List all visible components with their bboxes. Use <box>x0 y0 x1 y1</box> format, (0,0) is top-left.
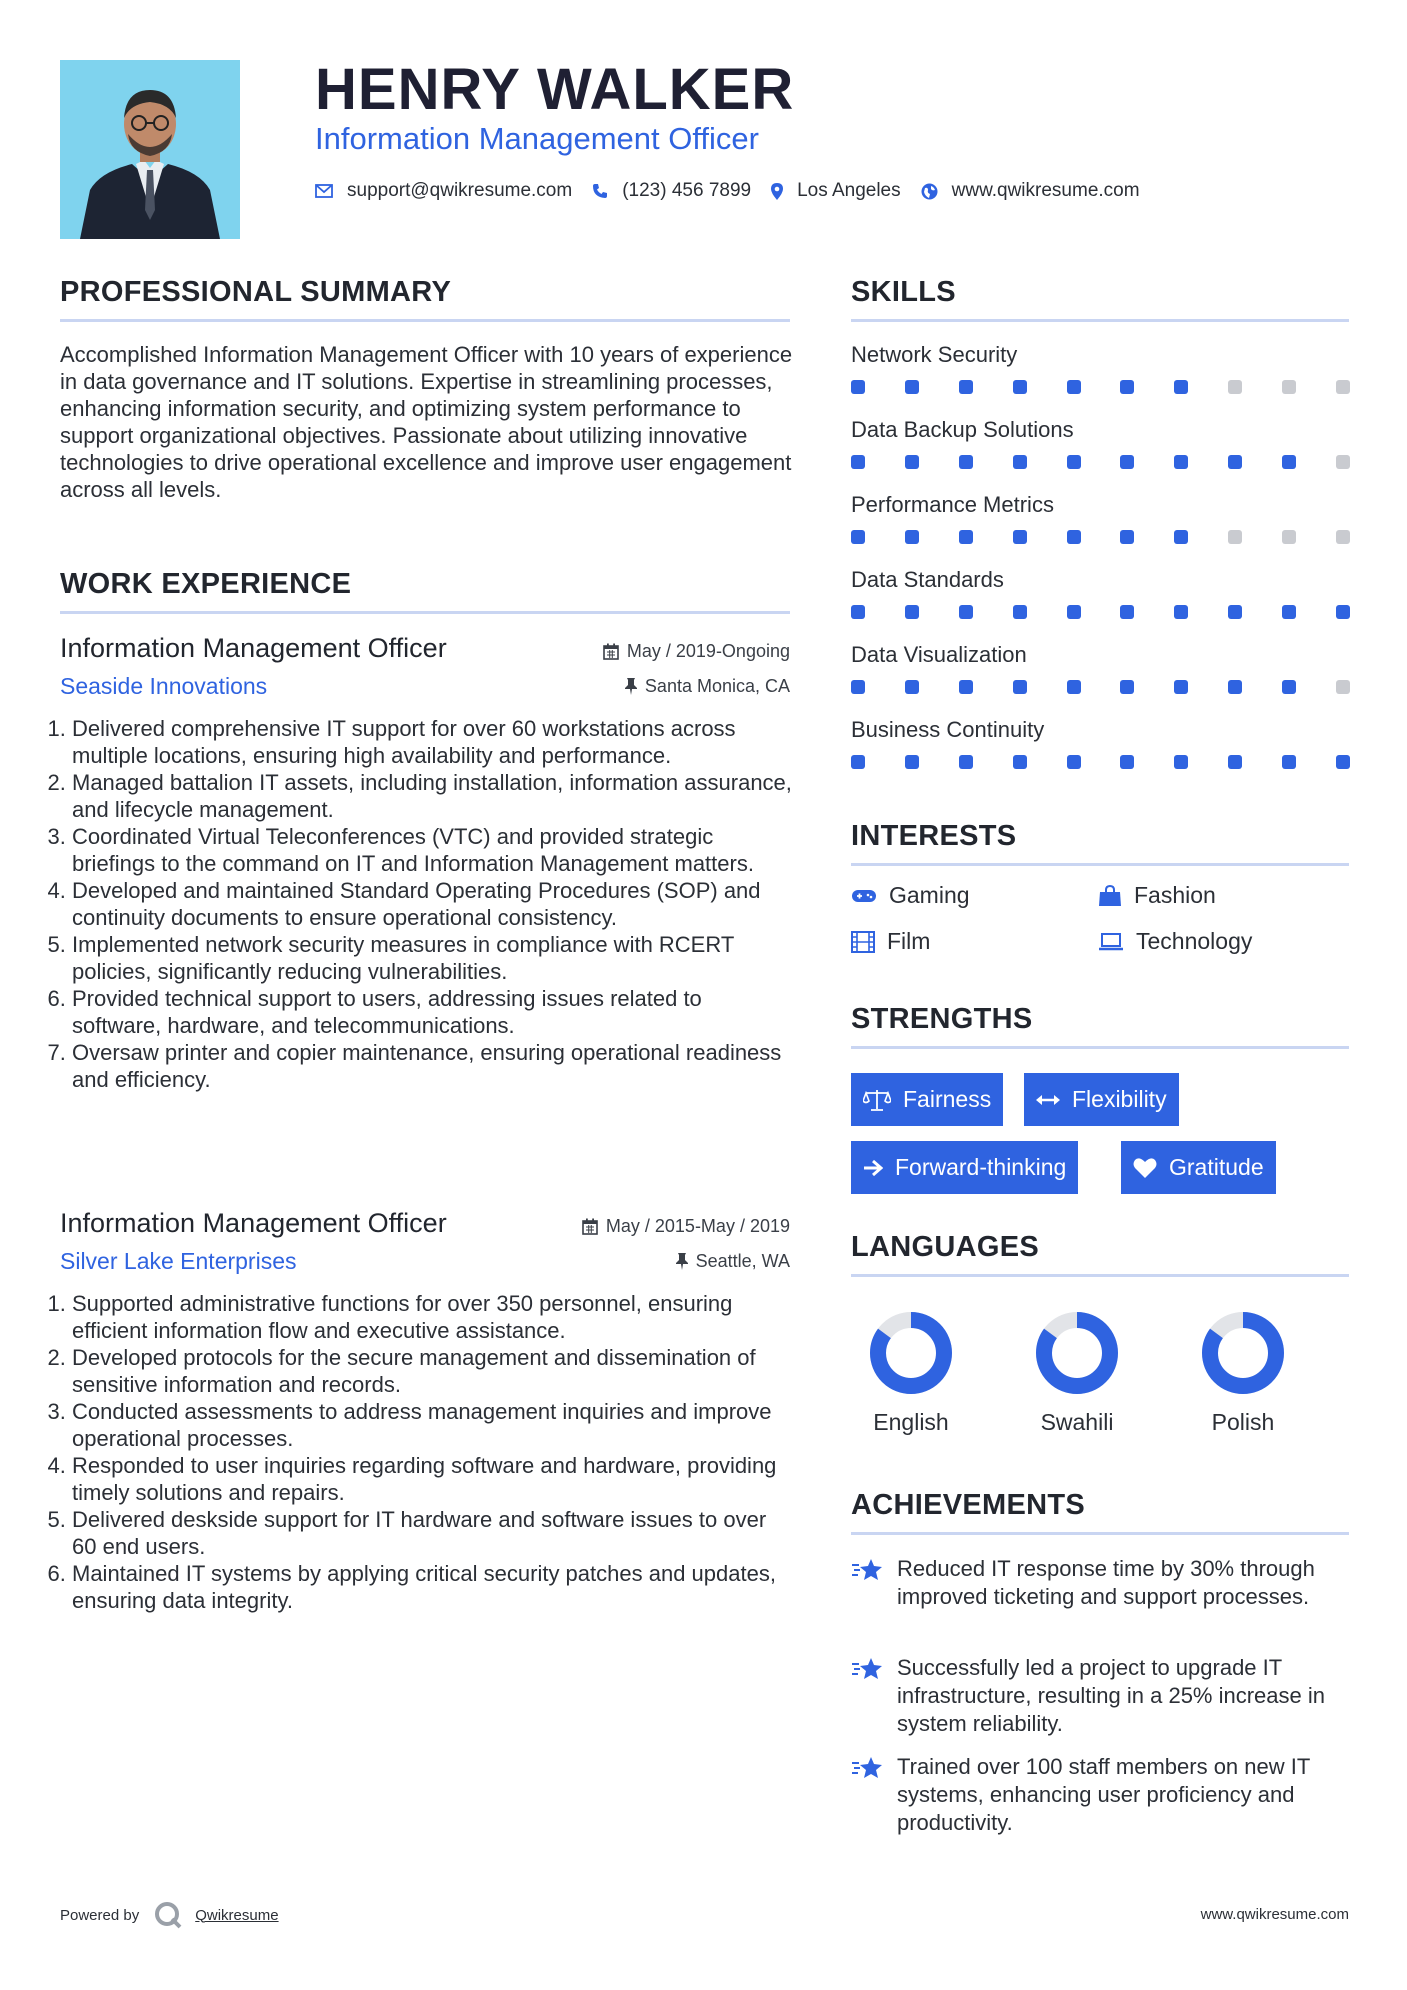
language-item <box>1183 1308 1303 1436</box>
shooting-star-icon <box>851 1557 885 1583</box>
skill-dot-filled <box>905 680 919 694</box>
website-text: www.qwikresume.com <box>951 180 1140 201</box>
skill-dot-filled <box>1013 530 1027 544</box>
skill-dot-filled <box>1120 605 1134 619</box>
language-name: English <box>873 1409 949 1435</box>
interest-item <box>1098 928 1252 955</box>
skill-dot-filled <box>1067 755 1081 769</box>
skill-dot-filled <box>1120 380 1134 394</box>
achievement-text: Trained over 100 staff members on new IT systems, enhancing user proficiency and productivity. <box>897 1754 1310 1835</box>
skill-dot-filled <box>1120 680 1134 694</box>
profile-photo <box>60 60 240 239</box>
skill-dot-filled <box>1013 755 1027 769</box>
achievement-text: Successfully led a project to upgrade IT infrastructure, resulting in a 25% increase in system reliability. <box>897 1655 1325 1736</box>
skill-dot-filled <box>1228 680 1242 694</box>
skill-dot-filled <box>1067 455 1081 469</box>
skill-item <box>851 567 1350 619</box>
language-donut <box>851 1308 971 1398</box>
skill-dot-empty <box>1282 530 1296 544</box>
achievement-text: Reduced IT response time by 30% through improved ticketing and support processes. <box>897 1556 1315 1609</box>
strength-label: Gratitude <box>1169 1154 1264 1180</box>
contact-phone[interactable] <box>592 180 751 202</box>
achievement-item <box>851 1654 1349 1738</box>
skill-dot-filled <box>1282 455 1296 469</box>
language-donut <box>1017 1308 1137 1398</box>
skill-dot-filled <box>1174 605 1188 619</box>
skill-rating <box>851 380 1350 394</box>
shooting-star-icon <box>851 1755 885 1781</box>
skill-dot-empty <box>1228 530 1242 544</box>
interest-item <box>1098 882 1216 909</box>
gamepad-icon <box>851 888 877 904</box>
skill-dot-filled <box>959 455 973 469</box>
job-1-location <box>625 676 790 697</box>
phone-text: (123) 456 7899 <box>622 180 752 201</box>
skill-name: Network Security <box>851 342 1018 367</box>
candidate-name: HENRY WALKER <box>315 57 795 122</box>
film-icon <box>851 931 875 953</box>
envelope-icon <box>315 184 333 198</box>
skill-dot-filled <box>1336 605 1350 619</box>
skills-rule <box>851 319 1349 322</box>
skill-dot-empty <box>1336 530 1350 544</box>
skill-dot-filled <box>851 455 865 469</box>
person-portrait-icon <box>60 60 240 239</box>
calendar-icon <box>582 1218 598 1235</box>
skill-item <box>851 642 1350 694</box>
skill-dot-empty <box>1228 380 1242 394</box>
skill-dot-filled <box>851 380 865 394</box>
language-donut <box>1183 1308 1303 1398</box>
strengths-rule <box>851 1046 1349 1049</box>
interest-label: Film <box>887 928 931 954</box>
skill-dot-filled <box>1067 380 1081 394</box>
languages-title: LANGUAGES <box>851 1231 1039 1263</box>
strengths-title: STRENGTHS <box>851 1003 1033 1035</box>
contact-row <box>315 176 1160 206</box>
laptop-icon <box>1098 932 1124 952</box>
contact-website[interactable] <box>921 180 1140 202</box>
job-1-bullet: 3. Coordinated Virtual Teleconferences (VTC) and provided strategic briefings to the command on IT and Information Management matters. <box>72 823 794 877</box>
email-text: support@qwikresume.com <box>347 180 573 201</box>
summary-title: PROFESSIONAL SUMMARY <box>60 276 452 308</box>
job-2-dates <box>582 1216 790 1237</box>
skill-rating <box>851 680 1350 694</box>
job-2-bullet: 3. Conducted assessments to address management inquiries and improve operational processes. <box>72 1398 794 1452</box>
skills-title: SKILLS <box>851 276 956 308</box>
language-item <box>1017 1308 1137 1436</box>
skill-dot-filled <box>1120 755 1134 769</box>
powered-by-text: Powered by <box>60 1906 140 1924</box>
job-2-bullet: 1. Supported administrative functions for over 350 personnel, ensuring efficient information flow and executive assistance. <box>72 1290 794 1344</box>
pushpin-icon <box>625 678 637 695</box>
strength-tag <box>1024 1073 1179 1126</box>
skill-dot-filled <box>1174 530 1188 544</box>
brand-link[interactable]: Qwikresume <box>195 1906 279 1924</box>
interest-label: Gaming <box>889 882 970 908</box>
job-1-dates-text: May / 2019-Ongoing <box>626 641 790 661</box>
skill-dot-empty <box>1336 455 1350 469</box>
skill-dot-filled <box>1174 680 1188 694</box>
achievement-item <box>851 1555 1349 1611</box>
arrows-horizontal-icon <box>1036 1093 1060 1107</box>
job-2-company: Silver Lake Enterprises <box>60 1248 297 1274</box>
job-2-location <box>676 1251 790 1272</box>
skill-dot-filled <box>959 530 973 544</box>
arrow-right-icon <box>863 1159 883 1177</box>
balance-scale-icon <box>863 1089 891 1111</box>
skill-dot-filled <box>1013 380 1027 394</box>
job-2-bullets <box>54 1290 794 1614</box>
skill-dot-filled <box>1174 380 1188 394</box>
skill-dot-filled <box>1067 530 1081 544</box>
skill-dot-filled <box>1228 755 1242 769</box>
phone-icon <box>592 183 608 199</box>
skill-dot-filled <box>1120 455 1134 469</box>
skill-rating <box>851 755 1350 769</box>
skill-item <box>851 717 1350 769</box>
job-2-bullet: 4. Responded to user inquiries regarding software and hardware, providing timely solutions and repairs. <box>72 1452 794 1506</box>
strength-label: Fairness <box>903 1086 992 1112</box>
skill-dot-filled <box>851 680 865 694</box>
achievements-title: ACHIEVEMENTS <box>851 1489 1086 1521</box>
skill-dot-filled <box>905 380 919 394</box>
skill-dot-filled <box>1282 605 1296 619</box>
interest-item <box>851 928 930 955</box>
skill-dot-filled <box>1228 605 1242 619</box>
skill-dot-empty <box>1282 380 1296 394</box>
job-1-bullet: 2. Managed battalion IT assets, including installation, information assurance, and lifecycle management. <box>72 769 794 823</box>
candidate-role: Information Management Officer <box>315 121 759 156</box>
contact-email[interactable] <box>315 180 572 202</box>
achievement-item <box>851 1753 1349 1837</box>
strength-tag <box>1121 1141 1276 1194</box>
skill-name: Performance Metrics <box>851 492 1054 517</box>
job-1-bullet-list <box>54 715 794 1093</box>
skill-dot-empty <box>1336 680 1350 694</box>
footer-website[interactable]: www.qwikresume.com <box>1200 1906 1349 1923</box>
languages-rule <box>851 1274 1349 1277</box>
job-1-location-text: Santa Monica, CA <box>644 676 790 696</box>
interest-label: Fashion <box>1134 882 1216 908</box>
skill-dot-filled <box>959 680 973 694</box>
contact-location <box>771 180 901 202</box>
job-1-bullet: 1. Delivered comprehensive IT support for over 60 workstations across multiple locations, ensuring high availability and performance. <box>72 715 794 769</box>
skill-dot-filled <box>1336 755 1350 769</box>
interest-item <box>851 882 970 909</box>
experience-title: WORK EXPERIENCE <box>60 568 352 600</box>
interest-label: Technology <box>1136 928 1253 954</box>
skill-name: Data Visualization <box>851 642 1027 667</box>
skill-dot-filled <box>1174 455 1188 469</box>
job-2-bullet: 6. Maintained IT systems by applying critical security patches and updates, ensuring data integrity. <box>72 1560 794 1614</box>
skill-dot-empty <box>1336 380 1350 394</box>
skill-dot-filled <box>1228 455 1242 469</box>
qwikresume-logo-icon <box>153 1900 183 1930</box>
shopping-bag-icon <box>1098 885 1122 907</box>
job-1-company: Seaside Innovations <box>60 673 268 699</box>
summary-text: Accomplished Information Management Officer with 10 years of experience in data governance and IT solutions. Expertise in streamlining processes, enhancing information security, and optimizing system performance to support organizational objectives. Passionate about utilizing innovative technologies to drive operational excellence and improve user engagement across all levels. <box>60 342 793 502</box>
skill-dot-filled <box>1067 680 1081 694</box>
skill-rating <box>851 605 1350 619</box>
skill-dot-filled <box>1013 455 1027 469</box>
skill-dot-filled <box>905 455 919 469</box>
achievements-rule <box>851 1532 1349 1535</box>
pushpin-icon <box>676 1253 688 1270</box>
skill-dot-filled <box>1120 530 1134 544</box>
skill-item <box>851 492 1350 544</box>
skill-name: Data Backup Solutions <box>851 417 1074 442</box>
interests-rule <box>851 863 1349 866</box>
shooting-star-icon <box>851 1656 885 1682</box>
job-2-location-text: Seattle, WA <box>695 1251 790 1271</box>
job-2-bullet: 2. Developed protocols for the secure management and dissemination of sensitive information and records. <box>72 1344 794 1398</box>
summary-rule <box>60 319 790 322</box>
job-1-title: Information Management Officer <box>60 633 447 663</box>
language-name: Polish <box>1211 1409 1275 1435</box>
language-item <box>851 1308 971 1436</box>
calendar-icon <box>603 643 619 660</box>
footer-powered-by <box>60 1900 279 1930</box>
skill-dot-filled <box>905 755 919 769</box>
language-name: Swahili <box>1040 1409 1114 1435</box>
skill-dot-filled <box>1174 755 1188 769</box>
heart-icon <box>1133 1157 1157 1178</box>
skill-dot-filled <box>1013 605 1027 619</box>
skill-dot-filled <box>959 605 973 619</box>
experience-rule <box>60 611 790 614</box>
skill-name: Business Continuity <box>851 717 1045 742</box>
skill-item <box>851 417 1350 469</box>
job-1-bullet: 5. Implemented network security measures in compliance with RCERT policies, significantly reducing vulnerabilities. <box>72 931 794 985</box>
skill-dot-filled <box>959 755 973 769</box>
skill-dot-filled <box>1013 680 1027 694</box>
globe-icon <box>921 183 938 200</box>
map-marker-icon <box>771 183 783 200</box>
skill-dot-filled <box>1282 680 1296 694</box>
skill-dot-filled <box>959 380 973 394</box>
job-1-bullets <box>54 715 794 1093</box>
skill-dot-filled <box>851 530 865 544</box>
job-2-bullet: 5. Delivered deskside support for IT hardware and software issues to over 60 end users. <box>72 1506 794 1560</box>
job-2-bullet-list <box>54 1290 794 1614</box>
strength-label: Forward-thinking <box>895 1154 1067 1180</box>
skill-dot-filled <box>851 755 865 769</box>
skill-dot-filled <box>851 605 865 619</box>
skill-name: Data Standards <box>851 567 1004 592</box>
job-1-dates <box>603 641 790 662</box>
strength-tag <box>851 1073 1003 1126</box>
job-1-bullet: 4. Developed and maintained Standard Operating Procedures (SOP) and continuity documents to ensure operational consistency. <box>72 877 794 931</box>
job-2-dates-text: May / 2015-May / 2019 <box>605 1216 790 1236</box>
skill-dot-filled <box>1067 605 1081 619</box>
skill-rating <box>851 455 1350 469</box>
skill-dot-filled <box>905 605 919 619</box>
job-1-bullet: 7. Oversaw printer and copier maintenance, ensuring operational readiness and efficiency. <box>72 1039 794 1093</box>
skill-rating <box>851 530 1350 544</box>
job-1-bullet: 6. Provided technical support to users, addressing issues related to software, hardware, and telecommunications. <box>72 985 794 1039</box>
strength-label: Flexibility <box>1072 1086 1167 1112</box>
interests-title: INTERESTS <box>851 820 1017 852</box>
strength-tag <box>851 1141 1078 1194</box>
skill-dot-filled <box>1282 755 1296 769</box>
skill-dot-filled <box>905 530 919 544</box>
skill-item <box>851 342 1350 394</box>
job-2-title: Information Management Officer <box>60 1208 447 1238</box>
location-text: Los Angeles <box>797 180 901 201</box>
